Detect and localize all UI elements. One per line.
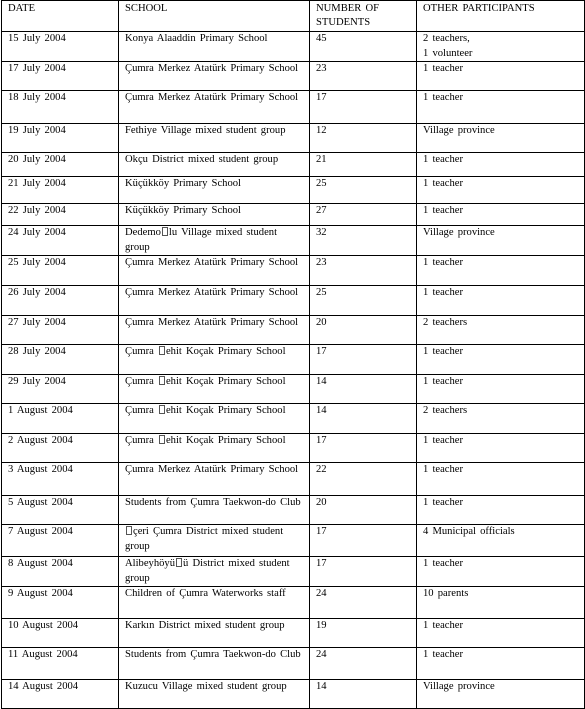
table-row: [2, 496, 585, 525]
others-cell: 1 teacher: [417, 62, 585, 91]
school-cell: Çumra ehit Koçak Primary School: [119, 434, 310, 463]
date-cell: 28 July 2004: [2, 345, 119, 375]
students-cell: 24: [310, 648, 417, 680]
others-cell: 1 teacher: [417, 557, 585, 587]
students-cell: 14: [310, 680, 417, 709]
table-row: [2, 525, 585, 557]
date-cell: 8 August 2004: [2, 557, 119, 587]
header-other-participants: OTHER PARTICIPANTS: [417, 1, 585, 32]
others-cell: 1 teacher: [417, 91, 585, 124]
date-cell: 21 July 2004: [2, 177, 119, 204]
others-cell: 1 teacher: [417, 463, 585, 496]
missing-glyph-box: [159, 435, 165, 444]
table-row: [2, 375, 585, 404]
students-cell: 17: [310, 434, 417, 463]
others-cell: Village province: [417, 680, 585, 709]
others-cell: 10 parents: [417, 587, 585, 619]
table-row: [2, 124, 585, 153]
others-cell: Village province: [417, 226, 585, 256]
school-cell: Küçükköy Primary School: [119, 177, 310, 204]
table-row: [2, 177, 585, 204]
header-number-of-students: NUMBER OF STUDENTS: [310, 1, 417, 32]
others-cell: 1 teacher: [417, 286, 585, 316]
table-row: [2, 62, 585, 91]
students-cell: 17: [310, 557, 417, 587]
school-cell: Çumra Merkez Atatürk Primary School: [119, 286, 310, 316]
students-cell: 25: [310, 286, 417, 316]
students-cell: 45: [310, 32, 417, 62]
date-cell: 10 August 2004: [2, 619, 119, 648]
others-cell: 2 teachers: [417, 404, 585, 434]
others-cell: 1 teacher: [417, 375, 585, 404]
students-cell: 17: [310, 91, 417, 124]
school-cell: Çumra Merkez Atatürk Primary School: [119, 256, 310, 286]
table-row: [2, 256, 585, 286]
date-cell: 25 July 2004: [2, 256, 119, 286]
others-cell: 1 teacher: [417, 496, 585, 525]
table-row: [2, 680, 585, 709]
school-cell: Çumra Merkez Atatürk Primary School: [119, 316, 310, 345]
students-cell: 14: [310, 375, 417, 404]
school-cell: Çumra Merkez Atatürk Primary School: [119, 91, 310, 124]
date-cell: 5 August 2004: [2, 496, 119, 525]
school-cell: Okçu District mixed student group: [119, 153, 310, 177]
date-cell: 24 July 2004: [2, 226, 119, 256]
table-row: [2, 619, 585, 648]
students-cell: 14: [310, 404, 417, 434]
date-cell: 14 August 2004: [2, 680, 119, 709]
table-row: [2, 587, 585, 619]
header-date: DATE: [2, 1, 119, 32]
students-cell: 17: [310, 525, 417, 557]
others-cell: 1 teacher: [417, 648, 585, 680]
others-cell: 1 teacher: [417, 345, 585, 375]
school-cell: Students from Çumra Taekwon-do Club: [119, 496, 310, 525]
table-row: [2, 345, 585, 375]
school-cell: Students from Çumra Taekwon-do Club: [119, 648, 310, 680]
date-cell: 17 July 2004: [2, 62, 119, 91]
date-cell: 20 July 2004: [2, 153, 119, 177]
students-cell: 22: [310, 463, 417, 496]
students-cell: 20: [310, 316, 417, 345]
school-cell: Karkın District mixed student group: [119, 619, 310, 648]
others-cell: 1 teacher: [417, 204, 585, 226]
date-cell: 2 August 2004: [2, 434, 119, 463]
table-row: [2, 153, 585, 177]
table-row: [2, 286, 585, 316]
table-row: [2, 204, 585, 226]
school-cell: Fethiye Village mixed student group: [119, 124, 310, 153]
date-cell: 22 July 2004: [2, 204, 119, 226]
others-cell: 2 teachers: [417, 316, 585, 345]
students-cell: 12: [310, 124, 417, 153]
others-cell: 1 teacher: [417, 153, 585, 177]
school-cell: çeri Çumra District mixed student group: [119, 525, 310, 557]
date-cell: 29 July 2004: [2, 375, 119, 404]
others-cell: 4 Municipal officials: [417, 525, 585, 557]
school-cell: Çumra ehit Koçak Primary School: [119, 404, 310, 434]
school-cell: Dedemo lu Village mixed student group: [119, 226, 310, 256]
school-cell: Küçükköy Primary School: [119, 204, 310, 226]
date-cell: 18 July 2004: [2, 91, 119, 124]
students-cell: 20: [310, 496, 417, 525]
missing-glyph-box: [176, 558, 182, 567]
students-cell: 23: [310, 62, 417, 91]
school-cell: Çumra Merkez Atatürk Primary School: [119, 463, 310, 496]
date-cell: 19 July 2004: [2, 124, 119, 153]
others-cell: 1 teacher: [417, 619, 585, 648]
school-cell: Çumra ehit Koçak Primary School: [119, 345, 310, 375]
date-cell: 7 August 2004: [2, 525, 119, 557]
missing-glyph-box: [159, 346, 165, 355]
date-cell: 26 July 2004: [2, 286, 119, 316]
date-cell: 1 August 2004: [2, 404, 119, 434]
header-row: [2, 1, 585, 32]
students-cell: 19: [310, 619, 417, 648]
others-cell: Village province: [417, 124, 585, 153]
missing-glyph-box: [159, 376, 165, 385]
school-cell: Children of Çumra Waterworks staff: [119, 587, 310, 619]
students-cell: 25: [310, 177, 417, 204]
others-cell: 2 teachers, 1 volunteer: [417, 32, 585, 62]
header-school: SCHOOL: [119, 1, 310, 32]
students-cell: 24: [310, 587, 417, 619]
date-cell: 11 August 2004: [2, 648, 119, 680]
date-cell: 9 August 2004: [2, 587, 119, 619]
table-row: [2, 434, 585, 463]
table-row: [2, 91, 585, 124]
others-cell: 1 teacher: [417, 434, 585, 463]
others-cell: 1 teacher: [417, 177, 585, 204]
table-body: [2, 32, 585, 709]
students-cell: 32: [310, 226, 417, 256]
students-cell: 21: [310, 153, 417, 177]
school-cell: Konya Alaaddin Primary School: [119, 32, 310, 62]
students-cell: 27: [310, 204, 417, 226]
table-row: [2, 557, 585, 587]
school-cell: Kuzucu Village mixed student group: [119, 680, 310, 709]
students-cell: 23: [310, 256, 417, 286]
date-cell: 15 July 2004: [2, 32, 119, 62]
others-cell: 1 teacher: [417, 256, 585, 286]
date-cell: 27 July 2004: [2, 316, 119, 345]
participants-table: [1, 0, 585, 709]
students-cell: 17: [310, 345, 417, 375]
school-cell: Çumra Merkez Atatürk Primary School: [119, 62, 310, 91]
missing-glyph-box: [126, 526, 132, 535]
missing-glyph-box: [159, 405, 165, 414]
table-row: [2, 32, 585, 62]
table-row: [2, 648, 585, 680]
table-row: [2, 404, 585, 434]
date-cell: 3 August 2004: [2, 463, 119, 496]
missing-glyph-box: [162, 227, 168, 236]
table-row: [2, 226, 585, 256]
school-cell: Çumra ehit Koçak Primary School: [119, 375, 310, 404]
table-row: [2, 316, 585, 345]
table-row: [2, 463, 585, 496]
school-cell: Alibeyhöyü ü District mixed student group: [119, 557, 310, 587]
